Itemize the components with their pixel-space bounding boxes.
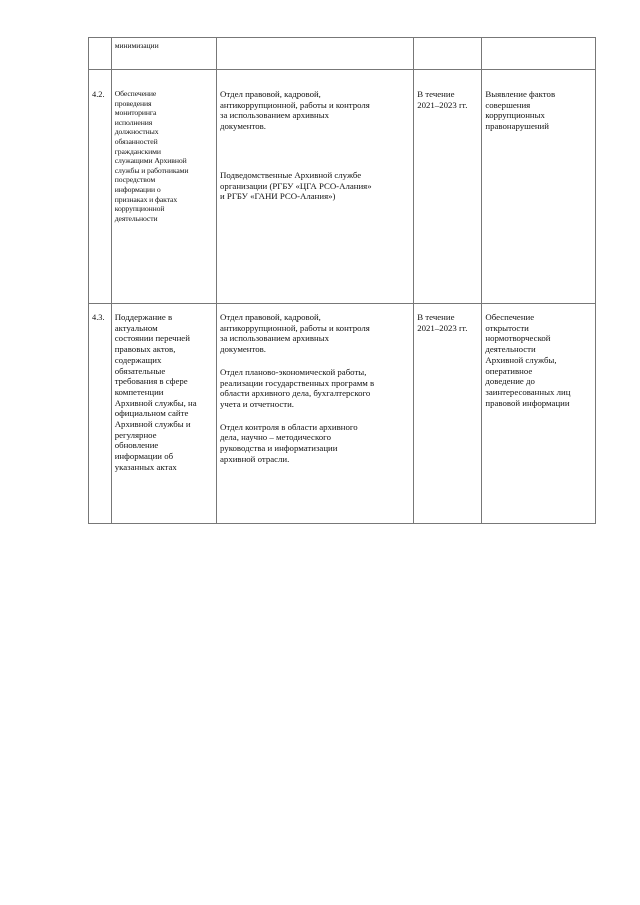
result-cell	[482, 70, 596, 304]
term-text: В течение 2021–2023 гг.	[417, 89, 468, 110]
executor-text: Отдел контроля в области архивного дела, научно – методического руководства и информатизации архивной отрасли.	[220, 421, 358, 464]
row-number: 4.3.	[92, 313, 105, 322]
result-cell	[482, 38, 596, 70]
executors-cell	[217, 304, 414, 524]
measure-cell	[111, 304, 216, 524]
executors-cell	[217, 38, 414, 70]
measure-text: минимизации	[114, 41, 159, 50]
measure-text: Поддержание в актуальном состоянии перечней правовых актов, содержащих обязательные требования в сфере компетенции Архивной службы, на официальном сайте Архивной службы и регулярное обновление информации об указанных актах	[114, 312, 197, 472]
row-number-cell	[89, 70, 112, 304]
row-number-cell	[89, 38, 112, 70]
term-cell	[414, 304, 482, 524]
measure-text: Обеспечение проведения мониторинга исполнения должностных обязанностей гражданскими служащими Архивной службы и работниками посредством информации о признаках и фактах коррупционной деятельности	[114, 89, 189, 223]
row-number-cell	[89, 304, 112, 524]
term-cell	[414, 38, 482, 70]
term-text: В течение 2021–2023 гг.	[417, 312, 468, 333]
result-text: Выявление фактов совершения коррупционных правонарушений	[485, 89, 556, 132]
table-row	[89, 38, 596, 70]
row-number: 4.2.	[92, 90, 105, 99]
result-text: Обеспечение открытости нормотворческой деятельности Архивной службы, оперативное доведение до заинтересованных лиц правовой информации	[485, 312, 571, 408]
measure-cell	[111, 38, 216, 70]
executor-text: Подведомственные Архивной службе организации (РГБУ «ЦГА РСО-Алания» и РГБУ «ГАНИ РСО-Алания»)	[220, 169, 372, 202]
measure-cell	[111, 70, 216, 304]
executor-text: Отдел планово-экономической работы, реализации государственных программ в области архивного дела, бухгалтерского учета и отчетности.	[220, 366, 375, 409]
executor-text: Отдел правовой, кадровой, антикоррупционной, работы и контроля за использованием архивных документов.	[220, 312, 370, 355]
table-row	[89, 304, 596, 524]
result-cell	[482, 304, 596, 524]
term-cell	[414, 70, 482, 304]
executors-cell	[217, 70, 414, 304]
measures-table	[88, 37, 596, 524]
table-row	[89, 70, 596, 304]
executor-text: Отдел правовой, кадровой, антикоррупционной, работы и контроля за использованием архивных документов.	[220, 89, 370, 132]
